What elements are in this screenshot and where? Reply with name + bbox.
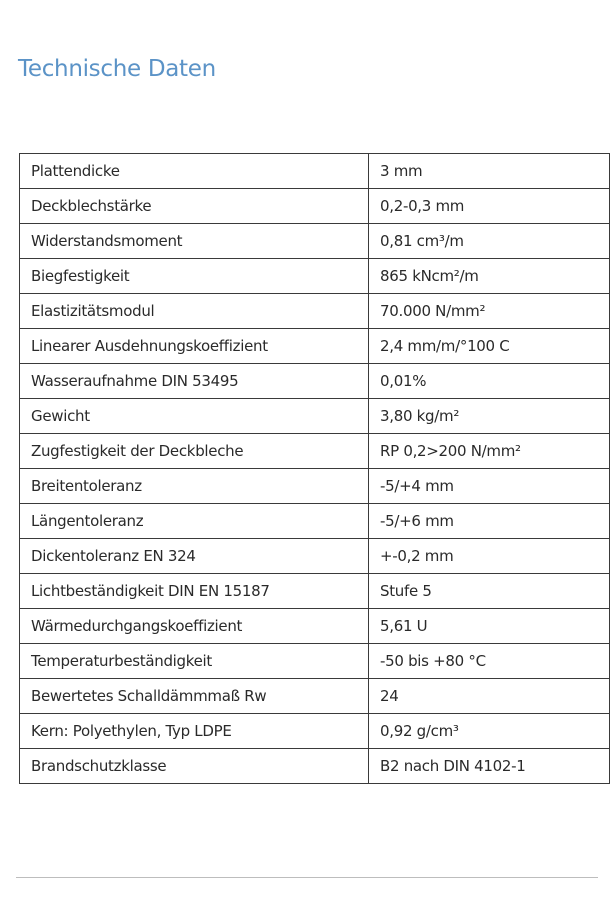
- spec-label: Plattendicke: [20, 154, 369, 189]
- spec-label: Zugfestigkeit der Deckbleche: [20, 434, 369, 469]
- footer-divider: [16, 877, 598, 878]
- spec-label: Lichtbeständigkeit DIN EN 15187: [20, 574, 369, 609]
- specs-table: [19, 153, 610, 784]
- table-row: [20, 749, 610, 784]
- spec-label: Kern: Polyethylen, Typ LDPE: [20, 714, 369, 749]
- spec-label: Gewicht: [20, 399, 369, 434]
- table-row: [20, 259, 610, 294]
- spec-label: Dickentoleranz EN 324: [20, 539, 369, 574]
- spec-label: Linearer Ausdehnungskoeffizient: [20, 329, 369, 364]
- spec-value: B2 nach DIN 4102-1: [369, 749, 610, 784]
- spec-label: Längentoleranz: [20, 504, 369, 539]
- spec-value: 0,81 cm³/m: [369, 224, 610, 259]
- spec-value: 3 mm: [369, 154, 610, 189]
- table-row: [20, 434, 610, 469]
- table-row: [20, 294, 610, 329]
- spec-value: 3,80 kg/m²: [369, 399, 610, 434]
- table-row: [20, 469, 610, 504]
- spec-value: 2,4 mm/m/°100 C: [369, 329, 610, 364]
- table-row: [20, 224, 610, 259]
- table-row: [20, 609, 610, 644]
- spec-value: RP 0,2>200 N/mm²: [369, 434, 610, 469]
- spec-label: Wärmedurchgangskoeffizient: [20, 609, 369, 644]
- table-row: [20, 714, 610, 749]
- spec-value: -50 bis +80 °C: [369, 644, 610, 679]
- spec-label: Biegfestigkeit: [20, 259, 369, 294]
- spec-value: 5,61 U: [369, 609, 610, 644]
- table-row: [20, 504, 610, 539]
- spec-label: Widerstandsmoment: [20, 224, 369, 259]
- table-row: [20, 539, 610, 574]
- spec-value: 70.000 N/mm²: [369, 294, 610, 329]
- spec-label: Elastizitätsmodul: [20, 294, 369, 329]
- table-row: [20, 399, 610, 434]
- table-row: [20, 364, 610, 399]
- spec-label: Brandschutzklasse: [20, 749, 369, 784]
- table-row: [20, 189, 610, 224]
- spec-label: Bewertetes Schalldämmmaß Rw: [20, 679, 369, 714]
- spec-value: 0,01%: [369, 364, 610, 399]
- spec-value: +-0,2 mm: [369, 539, 610, 574]
- table-row: [20, 329, 610, 364]
- table-row: [20, 644, 610, 679]
- spec-value: 0,2-0,3 mm: [369, 189, 610, 224]
- spec-value: 0,92 g/cm³: [369, 714, 610, 749]
- spec-label: Wasseraufnahme DIN 53495: [20, 364, 369, 399]
- table-row: [20, 679, 610, 714]
- spec-value: Stufe 5: [369, 574, 610, 609]
- spec-value: 865 kNcm²/m: [369, 259, 610, 294]
- table-row: [20, 574, 610, 609]
- spec-label: Deckblechstärke: [20, 189, 369, 224]
- spec-value: 24: [369, 679, 610, 714]
- spec-value: -5/+6 mm: [369, 504, 610, 539]
- table-row: [20, 154, 610, 189]
- spec-label: Temperaturbeständigkeit: [20, 644, 369, 679]
- spec-label: Breitentoleranz: [20, 469, 369, 504]
- page-title: Technische Daten: [18, 56, 216, 82]
- spec-value: -5/+4 mm: [369, 469, 610, 504]
